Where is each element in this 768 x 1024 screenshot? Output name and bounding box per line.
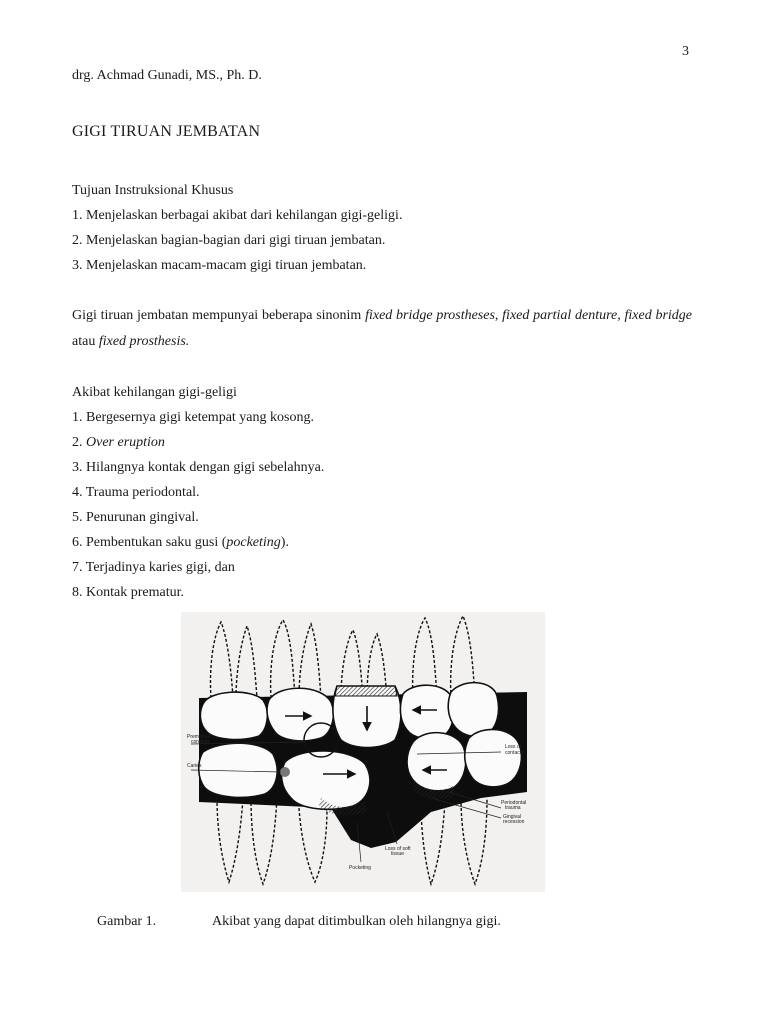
label-gingival-recession: Gingival xyxy=(503,814,522,820)
synonym-term: fixed bridge xyxy=(624,308,693,323)
label-gingival-recession: recession xyxy=(503,819,525,825)
synonyms-text: Gigi tiruan jembatan mempunyai beberapa sinonim xyxy=(72,308,366,323)
synonyms-paragraph xyxy=(72,303,692,355)
effect-item: 3. Hilangnya kontak dengan gigi sebelahnya. xyxy=(72,460,325,475)
page-title: GIGI TIRUAN JEMBATAN xyxy=(72,123,261,140)
effect-item-number: 2. xyxy=(72,435,86,450)
label-loss-of-soft-tissue: tissue xyxy=(391,851,405,857)
label-periodontal-trauma: trauma xyxy=(505,805,521,811)
effect-item-term: Over eruption xyxy=(86,435,165,450)
objective-item: 3. Menjelaskan macam-macam gigi tiruan jembatan. xyxy=(72,258,367,273)
label-loss-of-contacts: Loss of xyxy=(505,744,522,750)
effect-item: 7. Terjadinya karies gigi, dan xyxy=(72,560,235,575)
effect-item: 8. Kontak prematur. xyxy=(72,585,184,600)
label-loss-of-contacts: contacts xyxy=(505,750,524,756)
teeth-illustration xyxy=(181,612,545,892)
figure-caption-text: Akibat yang dapat ditimbulkan oleh hilangnya gigi. xyxy=(212,914,501,929)
effect-item: 4. Trauma periodontal. xyxy=(72,485,200,500)
synonym-term: fixed partial denture, xyxy=(502,308,621,323)
effects-heading: Akibat kehilangan gigi-geligi xyxy=(72,385,237,400)
label-pocketing: Pocketing xyxy=(349,865,371,871)
label-caries: Caries xyxy=(187,763,202,769)
effect-item xyxy=(72,535,289,551)
figure-caption-label: Gambar 1. xyxy=(97,914,157,929)
label-premature-contacts: Premature xyxy=(187,734,211,740)
label-loss-of-soft-tissue: Loss of soft xyxy=(385,846,411,852)
synonyms-text: atau xyxy=(72,334,99,349)
author-line: drg. Achmad Gunadi, MS., Ph. D. xyxy=(72,68,262,83)
objectives-heading: Tujuan Instruksional Khusus xyxy=(72,183,234,198)
effect-item-term: pocketing xyxy=(226,535,281,550)
synonyms-text: , xyxy=(494,308,503,323)
page-number: 3 xyxy=(682,44,689,59)
effect-item xyxy=(72,435,165,451)
label-periodontal-trauma: Periodontal xyxy=(501,800,527,806)
synonym-term: fixed bridge prostheses xyxy=(365,308,495,323)
synonym-term: fixed prosthesis. xyxy=(98,334,190,349)
label-premature-contacts: contacts xyxy=(191,739,210,745)
effect-item: 5. Penurunan gingival. xyxy=(72,510,199,525)
effect-item: 1. Bergesernya gigi ketempat yang kosong. xyxy=(72,410,314,425)
objective-item: 2. Menjelaskan bagian-bagian dari gigi tiruan jembatan. xyxy=(72,233,386,248)
effect-item-text: ). xyxy=(280,535,289,550)
effect-item-text: 6. Pembentukan saku gusi ( xyxy=(72,535,227,550)
objective-item: 1. Menjelaskan berbagai akibat dari kehilangan gigi-geligi. xyxy=(72,208,403,223)
